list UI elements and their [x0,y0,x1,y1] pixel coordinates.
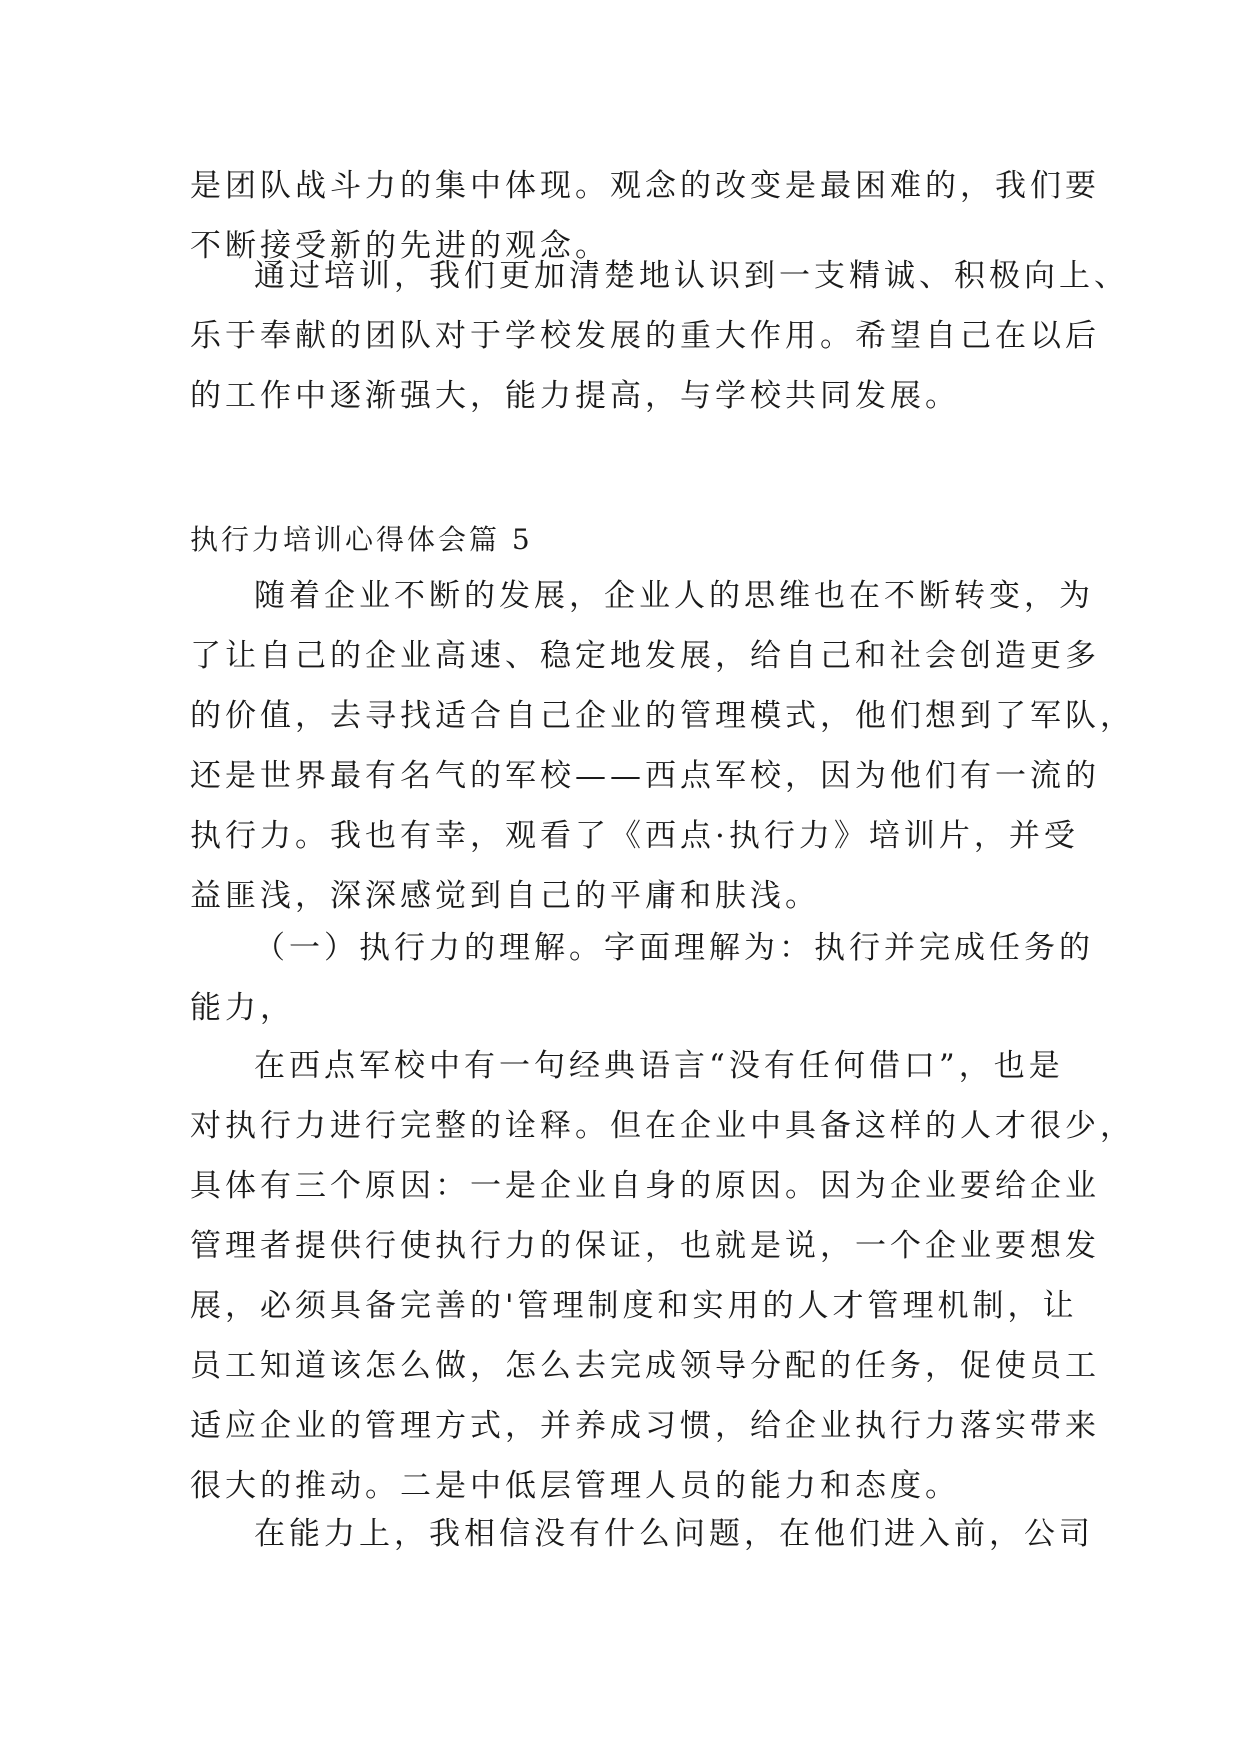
paragraph-line: 管理者提供行使执行力的保证，也就是说，一个企业要想发 [190,1228,1100,1264]
paragraph-line: 在能力上，我相信没有什么问题，在他们进入前，公司 [254,1516,1094,1552]
paragraph-line: 对执行力进行完整的诠释。但在企业中具备这样的人才很少， [190,1108,1135,1144]
paragraph-line: 还是世界最有名气的军校——西点军校，因为他们有一流的 [190,758,1100,794]
paragraph-line: 不断接受新的先进的观念。 [190,228,610,264]
paragraph-line: 了让自己的企业高速、稳定地发展，给自己和社会创造更多 [190,638,1100,674]
paragraph-line: 乐于奉献的团队对于学校发展的重大作用。希望自己在以后 [190,318,1100,354]
paragraph-3 [190,566,1135,926]
paragraph-line: 在西点军校中有一句经典语言“没有任何借口”，也是 [254,1048,1064,1084]
paragraph-4 [190,918,1094,1038]
section-heading: 执行力培训心得体会篇 5 [190,523,533,556]
paragraph-line: 随着企业不断的发展，企业人的思维也在不断转变，为 [254,578,1094,614]
paragraph-line: 的价值，去寻找适合自己企业的管理模式，他们想到了军队， [190,698,1135,734]
paragraph-line: （一）执行力的理解。字面理解为：执行并完成任务的 [254,930,1094,966]
paragraph-line: 益匪浅，深深感觉到自己的平庸和肤浅。 [190,878,820,914]
paragraph-line: 通过培训，我们更加清楚地认识到一支精诚、积极向上、 [254,258,1129,294]
paragraph-line: 很大的推动。二是中低层管理人员的能力和态度。 [190,1468,960,1504]
paragraph-line: 能力， [190,990,295,1026]
paragraph-line: 执行力。我也有幸，观看了《西点·执行力》培训片，并受 [190,818,1079,854]
paragraph-line: 员工知道该怎么做，怎么去完成领导分配的任务，促使员工 [190,1348,1100,1384]
paragraph-line: 的工作中逐渐强大，能力提高，与学校共同发展。 [190,378,960,414]
paragraph-line: 展，必须具备完善的'管理制度和实用的人才管理机制，让 [190,1288,1078,1324]
paragraph-2 [190,246,1129,426]
paragraph-line: 具体有三个原因：一是企业自身的原因。因为企业要给企业 [190,1168,1100,1204]
paragraph-line: 是团队战斗力的集中体现。观念的改变是最困难的，我们要 [190,168,1100,204]
paragraph-6 [190,1504,1094,1564]
paragraph-5 [190,1036,1135,1516]
paragraph-line: 适应企业的管理方式，并养成习惯，给企业执行力落实带来 [190,1408,1100,1444]
